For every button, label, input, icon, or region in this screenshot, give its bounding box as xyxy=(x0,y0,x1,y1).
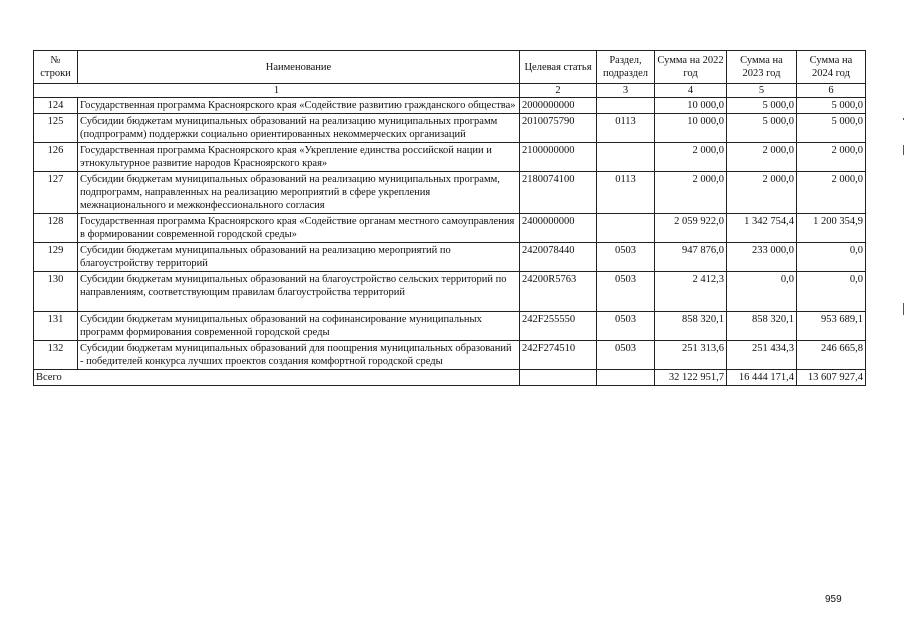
row-sum-2022: 251 313,6 xyxy=(655,341,727,370)
header-name: Наименование xyxy=(78,51,520,84)
row-name: Субсидии бюджетам муниципальных образований на благоустройство сельских территорий по направлениям, соответствующим правилам благоустройства территорий xyxy=(78,272,520,312)
row-target: 242F255550 xyxy=(520,312,597,341)
table-row xyxy=(34,243,866,272)
row-sum-2022: 2 059 922,0 xyxy=(655,214,727,243)
row-sum-2022: 858 320,1 xyxy=(655,312,727,341)
table-row xyxy=(34,341,866,370)
column-number: 1 xyxy=(34,84,520,98)
row-sum-2024: 953 689,1 xyxy=(797,312,866,341)
row-sum-2023: 2 000,0 xyxy=(727,172,797,214)
table-row xyxy=(34,312,866,341)
row-target: 2180074100 xyxy=(520,172,597,214)
row-number: 125 xyxy=(34,114,78,143)
row-section xyxy=(597,214,655,243)
page-number: 959 xyxy=(825,594,842,605)
row-sum-2023: 0,0 xyxy=(727,272,797,312)
column-number: 3 xyxy=(597,84,655,98)
row-target: 2010075790 xyxy=(520,114,597,143)
header-row xyxy=(34,51,866,84)
row-section: 0113 xyxy=(597,114,655,143)
row-sum-2024: 0,0 xyxy=(797,272,866,312)
table-row xyxy=(34,272,866,312)
column-number-row xyxy=(34,84,866,98)
row-number: 129 xyxy=(34,243,78,272)
row-name: Субсидии бюджетам муниципальных образований на реализацию мероприятий по благоустройству территорий xyxy=(78,243,520,272)
row-name: Государственная программа Красноярского края «Содействие развитию гражданского общества» xyxy=(78,98,520,114)
total-sum-2023: 16 444 171,4 xyxy=(727,370,797,386)
row-sum-2023: 858 320,1 xyxy=(727,312,797,341)
scan-mark xyxy=(903,145,904,155)
header-sum-2024: Сумма на 2024 год xyxy=(797,51,866,84)
row-sum-2024: 0,0 xyxy=(797,243,866,272)
row-number: 132 xyxy=(34,341,78,370)
row-target: 2420078440 xyxy=(520,243,597,272)
row-sum-2024: 5 000,0 xyxy=(797,114,866,143)
table-row xyxy=(34,214,866,243)
row-sum-2022: 10 000,0 xyxy=(655,98,727,114)
total-target xyxy=(520,370,597,386)
row-number: 124 xyxy=(34,98,78,114)
row-sum-2023: 5 000,0 xyxy=(727,98,797,114)
row-sum-2023: 233 000,0 xyxy=(727,243,797,272)
row-sum-2023: 251 434,3 xyxy=(727,341,797,370)
column-number: 4 xyxy=(655,84,727,98)
row-target: 2400000000 xyxy=(520,214,597,243)
column-number: 2 xyxy=(520,84,597,98)
row-section: 0503 xyxy=(597,243,655,272)
row-sum-2023: 1 342 754,4 xyxy=(727,214,797,243)
row-number: 128 xyxy=(34,214,78,243)
row-sum-2023: 2 000,0 xyxy=(727,143,797,172)
row-name: Субсидии бюджетам муниципальных образований на реализацию муниципальных программ (подпрограмм) поддержки социально ориентированных некоммерческих организаций xyxy=(78,114,520,143)
row-target: 24200R5763 xyxy=(520,272,597,312)
row-target: 2100000000 xyxy=(520,143,597,172)
row-sum-2024: 5 000,0 xyxy=(797,98,866,114)
total-label: Всего xyxy=(34,370,520,386)
row-name: Государственная программа Красноярского края «Укрепление единства российской нации и этнокультурное развитие народов Красноярского края» xyxy=(78,143,520,172)
row-section: 0503 xyxy=(597,341,655,370)
scan-mark xyxy=(903,303,904,315)
table-row xyxy=(34,172,866,214)
row-section xyxy=(597,98,655,114)
header-target: Целевая статья xyxy=(520,51,597,84)
row-sum-2022: 2 000,0 xyxy=(655,143,727,172)
header-sum-2022: Сумма на 2022 год xyxy=(655,51,727,84)
total-sum-2024: 13 607 927,4 xyxy=(797,370,866,386)
row-target: 2000000000 xyxy=(520,98,597,114)
row-sum-2024: 246 665,8 xyxy=(797,341,866,370)
total-row xyxy=(34,370,866,386)
row-number: 131 xyxy=(34,312,78,341)
row-section: 0503 xyxy=(597,272,655,312)
row-sum-2024: 2 000,0 xyxy=(797,172,866,214)
table-row xyxy=(34,143,866,172)
row-sum-2022: 2 412,3 xyxy=(655,272,727,312)
row-number: 127 xyxy=(34,172,78,214)
row-name: Субсидии бюджетам муниципальных образований для поощрения муниципальных образований - победителей конкурса лучших проектов создания комфортной городской среды xyxy=(78,341,520,370)
row-number: 126 xyxy=(34,143,78,172)
header-row-num: № строки xyxy=(34,51,78,84)
total-section xyxy=(597,370,655,386)
row-target: 242F274510 xyxy=(520,341,597,370)
table-row xyxy=(34,114,866,143)
row-name: Субсидии бюджетам муниципальных образований на софинансирование муниципальных программ формирования современной городской среды xyxy=(78,312,520,341)
row-name: Субсидии бюджетам муниципальных образований на реализацию муниципальных программ, подпрограмм, направленных на реализацию мероприятий в сфере укрепления межнационального и межконфессионального согласия xyxy=(78,172,520,214)
row-number: 130 xyxy=(34,272,78,312)
row-sum-2024: 1 200 354,9 xyxy=(797,214,866,243)
table-row xyxy=(34,98,866,114)
column-number: 6 xyxy=(797,84,866,98)
row-name: Государственная программа Красноярского края «Содействие органам местного самоуправления в формировании современной городской среды» xyxy=(78,214,520,243)
row-sum-2022: 2 000,0 xyxy=(655,172,727,214)
row-sum-2022: 10 000,0 xyxy=(655,114,727,143)
row-section: 0503 xyxy=(597,312,655,341)
row-sum-2023: 5 000,0 xyxy=(727,114,797,143)
header-section: Раздел, подраздел xyxy=(597,51,655,84)
budget-table xyxy=(33,50,866,386)
total-sum-2022: 32 122 951,7 xyxy=(655,370,727,386)
row-sum-2022: 947 876,0 xyxy=(655,243,727,272)
row-sum-2024: 2 000,0 xyxy=(797,143,866,172)
column-number: 5 xyxy=(727,84,797,98)
row-section: 0113 xyxy=(597,172,655,214)
row-section xyxy=(597,143,655,172)
header-sum-2023: Сумма на 2023 год xyxy=(727,51,797,84)
scan-mark xyxy=(903,118,904,120)
